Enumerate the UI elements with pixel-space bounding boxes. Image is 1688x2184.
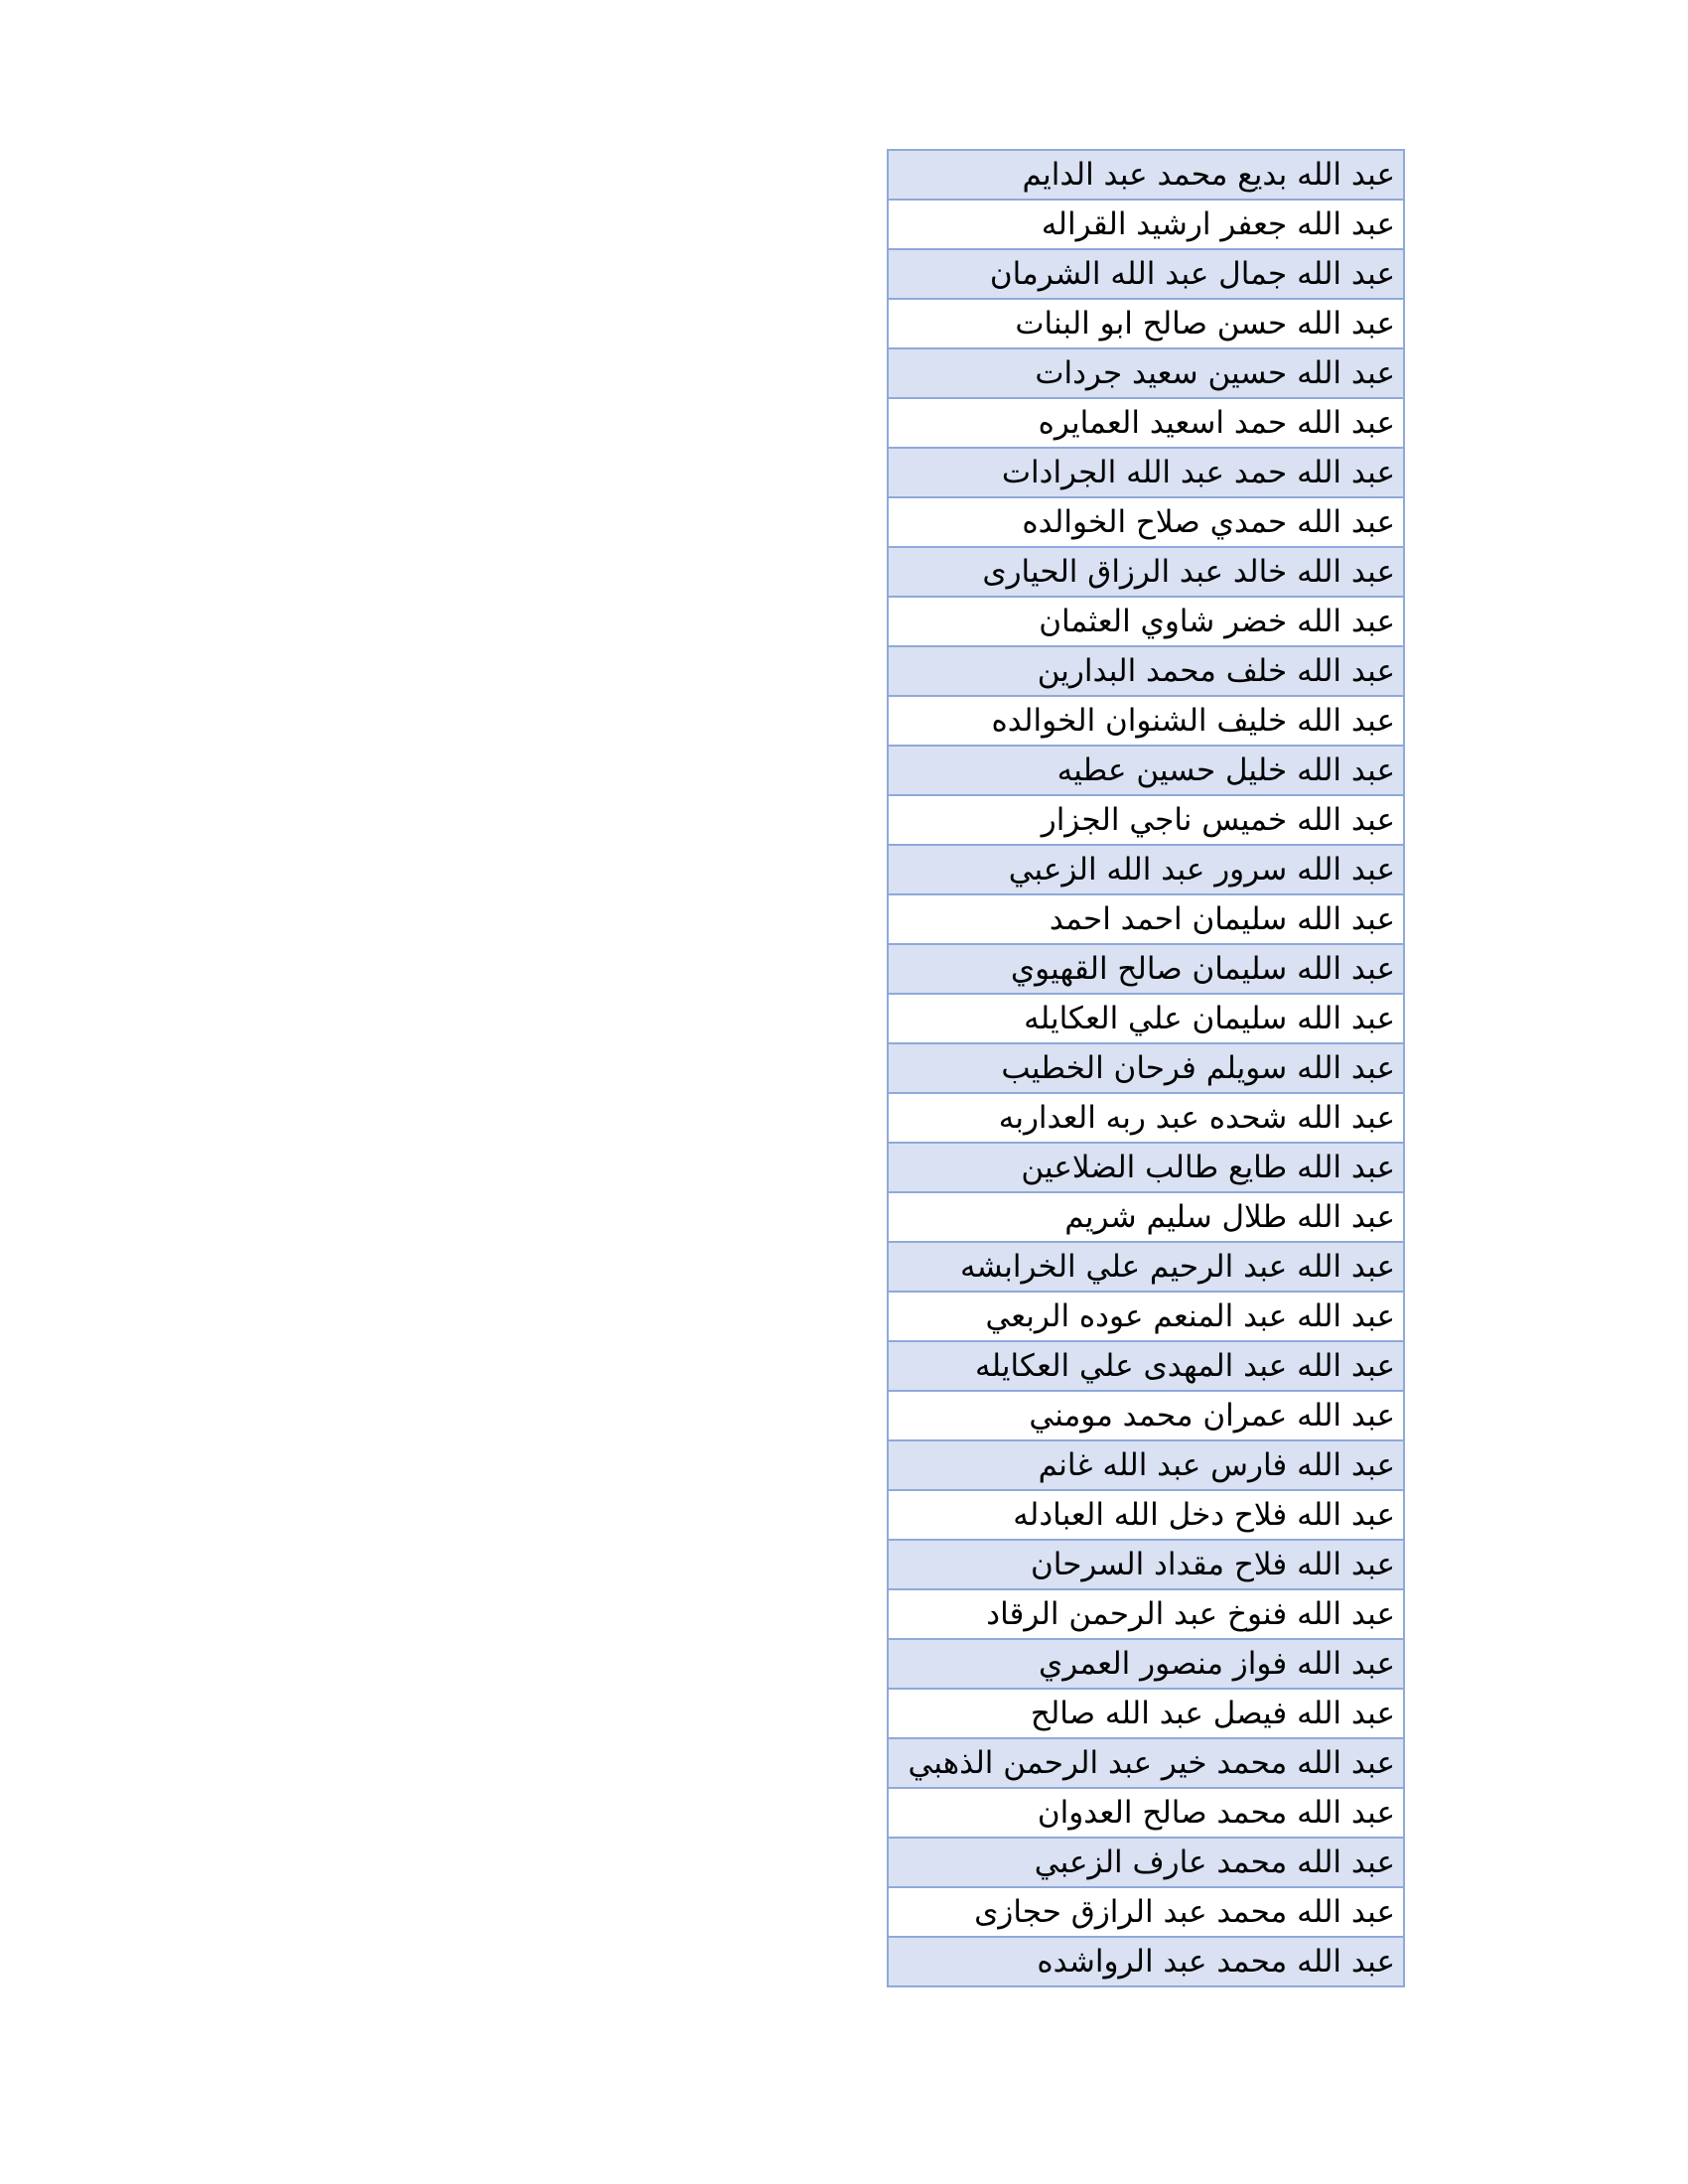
name-cell: عبد الله خلف محمد البدارين [888, 646, 1404, 696]
table-row [888, 894, 1404, 944]
name-cell: عبد الله حمد عبد الله الجرادات [888, 448, 1404, 497]
table-row [888, 448, 1404, 497]
table-row [888, 1589, 1404, 1639]
table-row [888, 1838, 1404, 1887]
name-cell: عبد الله فواز منصور العمري [888, 1639, 1404, 1689]
table-row [888, 1887, 1404, 1937]
table-row [888, 1341, 1404, 1391]
name-cell: عبد الله فلاح دخل الله العبادله [888, 1490, 1404, 1540]
name-cell: عبد الله خليل حسين عطيه [888, 746, 1404, 795]
name-cell: عبد الله سليمان صالح القهيوي [888, 944, 1404, 994]
table-row [888, 1540, 1404, 1589]
name-cell: عبد الله شحده عبد ربه العداربه [888, 1093, 1404, 1143]
table-row [888, 1192, 1404, 1242]
name-cell: عبد الله حسن صالح ابو البنات [888, 299, 1404, 348]
table-row [888, 944, 1404, 994]
name-cell: عبد الله خالد عبد الرزاق الحيارى [888, 547, 1404, 597]
table-row [888, 348, 1404, 398]
name-cell: عبد الله محمد عبد الرازق حجازى [888, 1887, 1404, 1937]
table-row [888, 1242, 1404, 1292]
name-cell: عبد الله حمدي صلاح الخوالده [888, 497, 1404, 547]
name-cell: عبد الله محمد صالح العدوان [888, 1788, 1404, 1838]
table-row [888, 845, 1404, 894]
name-cell: عبد الله محمد خير عبد الرحمن الذهبي [888, 1738, 1404, 1788]
name-cell: عبد الله طلال سليم شريم [888, 1192, 1404, 1242]
table-row [888, 398, 1404, 448]
name-cell: عبد الله محمد عارف الزعبي [888, 1838, 1404, 1887]
name-cell: عبد الله خضر شاوي العثمان [888, 597, 1404, 646]
name-cell: عبد الله حمد اسعيد العمايره [888, 398, 1404, 448]
table-row [888, 1937, 1404, 1986]
table-row [888, 795, 1404, 845]
table-row [888, 1738, 1404, 1788]
name-cell: عبد الله طايع طالب الضلاعين [888, 1143, 1404, 1192]
name-cell: عبد الله سليمان احمد احمد [888, 894, 1404, 944]
table-row [888, 597, 1404, 646]
table-row [888, 1639, 1404, 1689]
table-row [888, 249, 1404, 299]
table-row [888, 1143, 1404, 1192]
table-row [888, 646, 1404, 696]
table-row [888, 1490, 1404, 1540]
name-cell: عبد الله حسين سعيد جردات [888, 348, 1404, 398]
name-cell: عبد الله فلاح مقداد السرحان [888, 1540, 1404, 1589]
name-cell: عبد الله فنوخ عبد الرحمن الرقاد [888, 1589, 1404, 1639]
name-cell: عبد الله خميس ناجي الجزار [888, 795, 1404, 845]
name-cell: عبد الله سويلم فرحان الخطيب [888, 1043, 1404, 1093]
table-row [888, 1093, 1404, 1143]
table-row [888, 299, 1404, 348]
name-cell: عبد الله جعفر ارشيد القراله [888, 200, 1404, 249]
names-table-body [888, 150, 1404, 1986]
name-cell: عبد الله جمال عبد الله الشرمان [888, 249, 1404, 299]
name-cell: عبد الله فارس عبد الله غانم [888, 1440, 1404, 1490]
name-cell: عبد الله سليمان علي العكايله [888, 994, 1404, 1043]
table-row [888, 1043, 1404, 1093]
table-row [888, 1788, 1404, 1838]
table-row [888, 1689, 1404, 1738]
name-cell: عبد الله عبد المنعم عوده الربعي [888, 1292, 1404, 1341]
table-row [888, 497, 1404, 547]
names-table [887, 149, 1405, 1987]
name-cell: عبد الله سرور عبد الله الزعبي [888, 845, 1404, 894]
name-cell: عبد الله خليف الشنوان الخوالده [888, 696, 1404, 746]
name-cell: عبد الله عمران محمد مومني [888, 1391, 1404, 1440]
name-cell: عبد الله عبد الرحيم علي الخرابشه [888, 1242, 1404, 1292]
name-cell: عبد الله بديع محمد عبد الدايم [888, 150, 1404, 200]
name-cell: عبد الله محمد عبد الرواشده [888, 1937, 1404, 1986]
name-cell: عبد الله عبد المهدى علي العكايله [888, 1341, 1404, 1391]
table-row [888, 200, 1404, 249]
table-row [888, 746, 1404, 795]
table-row [888, 150, 1404, 200]
table-row [888, 1440, 1404, 1490]
name-cell: عبد الله فيصل عبد الله صالح [888, 1689, 1404, 1738]
table-row [888, 1292, 1404, 1341]
table-row [888, 696, 1404, 746]
table-row [888, 1391, 1404, 1440]
table-row [888, 547, 1404, 597]
table-row [888, 994, 1404, 1043]
